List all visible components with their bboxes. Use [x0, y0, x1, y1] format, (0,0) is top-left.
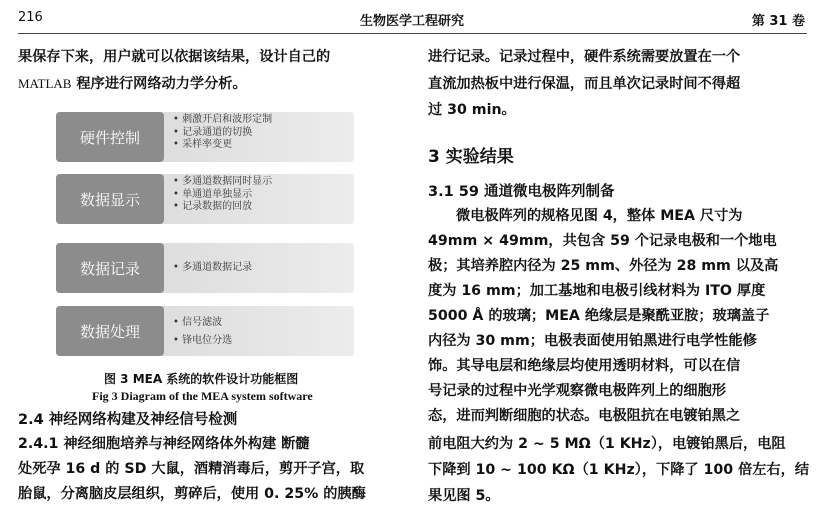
figure-row-process [56, 306, 354, 356]
left-para1-line2 [18, 72, 247, 96]
left-para1-line1: 果保存下来，用户就可以依据该结果，设计自己的 [18, 49, 331, 65]
figure-item: • 多通道数据记录 [173, 262, 252, 275]
figure-row-hardware [56, 112, 354, 162]
figure-item: • 采样率变更 [173, 139, 272, 152]
figure-item: • 多通道数据同时显示 [173, 176, 272, 189]
figure-row-items [173, 262, 252, 275]
page-number: 216 [18, 10, 43, 25]
right-para-line: 微电极阵列的规格见图 4，整体 MEA 尺寸为 [456, 208, 743, 224]
figure-row-display [56, 174, 354, 224]
figure-item: • 记录数据的回放 [173, 201, 272, 214]
left-line-a: 处死孕 16 d 的 SD 大鼠，酒精消毒后，剪开子宫，取 [18, 461, 365, 477]
right-para-line: 极；其培养腔内径为 25 mm、外径为 28 mm 以及高 [428, 258, 779, 274]
right-line-3: 过 30 min。 [428, 102, 516, 118]
right-para-line: 果见图 5。 [428, 488, 500, 504]
section-3-heading: 3 实验结果 [428, 147, 514, 167]
figure-row-items [173, 176, 272, 214]
right-para-line: 下降到 10 ~ 100 KΩ（1 KHz），下降了 100 倍左右，结 [428, 462, 810, 478]
header-rule [18, 33, 807, 34]
left-para1-line2-rest: 程序进行网络动力学分析。 [76, 76, 247, 92]
figure-item: • 单通道单独显示 [173, 189, 272, 202]
right-line-1: 进行记录。记录过程中，硬件系统需要放置在一个 [428, 49, 741, 65]
matlab-word: MATLAB [18, 76, 72, 91]
left-line-b: 胎鼠，分离脑皮层组织，剪碎后，使用 0. 25% 的胰酶 [18, 486, 366, 502]
right-para-line: 号记录的过程中光学观察微电极阵列上的细胞形 [428, 383, 726, 399]
figure-item: • 信号滤波 [173, 314, 232, 332]
right-para-line: 饰。其导电层和绝缘层均使用透明材料，可以在信 [428, 358, 741, 374]
figure-item: • 锋电位分选 [173, 332, 232, 350]
figure-item: • 刺激开启和波形定制 [173, 114, 272, 127]
right-para-line: 5000 Å 的玻璃；MEA 绝缘层是聚酰亚胺；玻璃盖子 [428, 308, 770, 324]
figure-row-items [173, 314, 232, 350]
figure-row-label: 硬件控制 [56, 112, 164, 162]
figure-row-label: 数据显示 [56, 174, 164, 224]
journal-title: 生物医学工程研究 [360, 14, 465, 29]
figure-row-record [56, 243, 354, 293]
figure-row-items [173, 114, 272, 152]
right-para-line: 内径为 30 mm；电极表面使用铂黑进行电学性能修 [428, 333, 757, 349]
right-para-line: 态，进而判断细胞的状态。电极阻抗在电镀铂黑之 [428, 408, 741, 424]
right-para-line: 49mm × 49mm，共包含 59 个记录电极和一个地电 [428, 233, 777, 249]
figure-caption-en: Fig 3 Diagram of the MEA system software [92, 389, 313, 403]
section-3-1-heading: 3.1 59 通道微电极阵列制备 [428, 184, 615, 200]
section-2-4-heading: 2.4 神经网络构建及神经信号检测 [18, 412, 238, 428]
volume-label: 第 31 卷 [751, 14, 805, 29]
right-para-line: 前电阻大约为 2 ~ 5 MΩ（1 KHz），电镀铂黑后，电阻 [428, 436, 786, 452]
right-line-2: 直流加热板中进行保温，而且单次记录时间不得超 [428, 76, 741, 92]
right-para-line: 度为 16 mm；加工基地和电极引线材料为 ITO 厚度 [428, 283, 766, 299]
figure-item: • 记录通道的切换 [173, 127, 272, 140]
section-2-4-1-line: 2.4.1 神经细胞培养与神经网络体外构建 断髓 [18, 436, 310, 452]
figure-caption-cn: 图 3 MEA 系统的软件设计功能框图 [104, 372, 299, 386]
figure-row-label: 数据记录 [56, 243, 164, 293]
figure-row-label: 数据处理 [56, 306, 164, 356]
